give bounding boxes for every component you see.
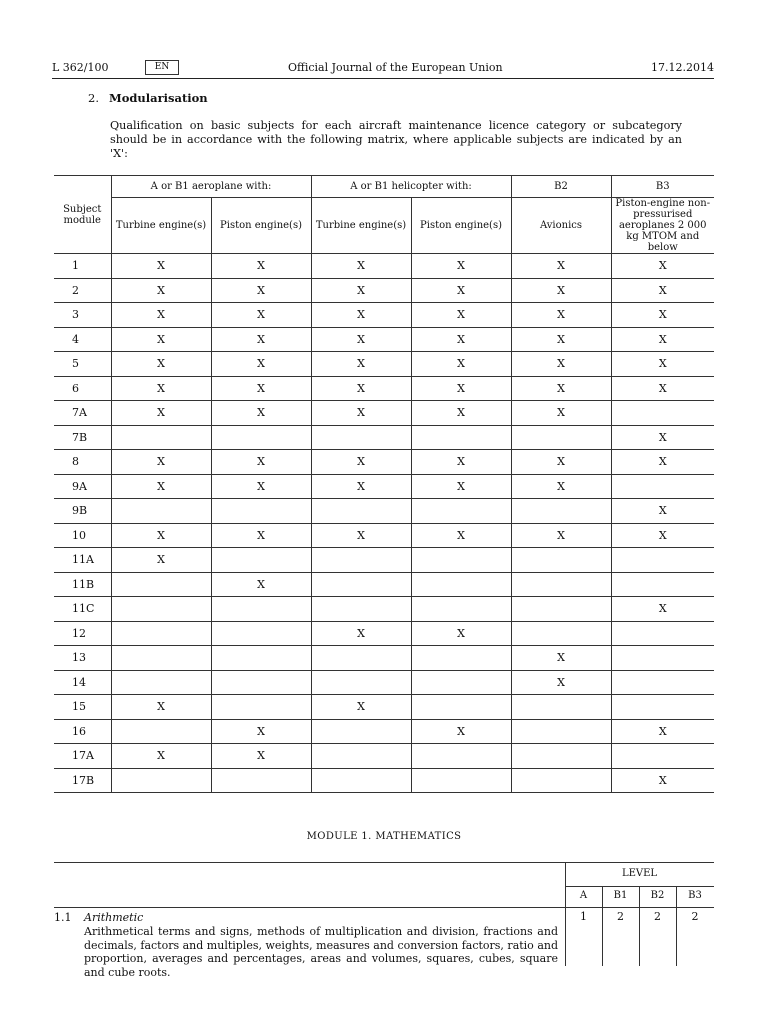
applicability-cell	[611, 572, 714, 597]
level-value: 1	[580, 910, 587, 923]
subject-module-cell: 6	[54, 376, 111, 401]
group-header: B2	[511, 176, 611, 198]
item-title: Arithmetic	[84, 911, 144, 924]
applicability-cell	[511, 768, 611, 793]
applicability-cell: X	[211, 523, 311, 548]
applicability-cell: X	[511, 474, 611, 499]
applicability-cell	[611, 646, 714, 671]
applicability-cell	[211, 597, 311, 622]
sub-header: Piston engine(s)	[211, 198, 311, 254]
applicability-cell: X	[211, 474, 311, 499]
table-row	[54, 670, 714, 695]
applicability-cell	[611, 744, 714, 769]
group-header: A or B1 helicopter with:	[311, 176, 511, 198]
applicability-cell	[211, 425, 311, 450]
journal-title: Official Journal of the European Union	[288, 61, 503, 74]
applicability-cell: X	[611, 278, 714, 303]
applicability-cell: X	[511, 401, 611, 426]
applicability-cell: X	[111, 450, 211, 475]
level-column-header: A	[579, 890, 588, 901]
applicability-cell	[211, 670, 311, 695]
applicability-cell: X	[411, 303, 511, 328]
applicability-cell	[411, 670, 511, 695]
table-row	[54, 499, 714, 524]
applicability-cell: X	[211, 572, 311, 597]
table-row	[54, 621, 714, 646]
applicability-cell	[411, 572, 511, 597]
subject-module-cell: 9A	[54, 474, 111, 499]
applicability-cell: X	[211, 352, 311, 377]
subject-module-cell: 1	[54, 254, 111, 279]
level-column-header: B3	[688, 890, 702, 901]
applicability-cell: X	[611, 523, 714, 548]
language-badge: EN	[145, 60, 179, 75]
applicability-cell: X	[411, 376, 511, 401]
publication-date: 17.12.2014	[651, 61, 714, 74]
table-row	[54, 474, 714, 499]
applicability-cell	[511, 744, 611, 769]
applicability-cell: X	[311, 474, 411, 499]
table-row	[54, 572, 714, 597]
applicability-cell: X	[111, 376, 211, 401]
applicability-cell	[111, 597, 211, 622]
applicability-cell	[111, 499, 211, 524]
subject-module-cell: 2	[54, 278, 111, 303]
applicability-cell: X	[611, 499, 714, 524]
applicability-cell: X	[311, 254, 411, 279]
applicability-cell	[311, 572, 411, 597]
applicability-cell: X	[611, 768, 714, 793]
applicability-cell: X	[511, 254, 611, 279]
sub-header: Piston engine(s)	[411, 198, 511, 254]
applicability-cell	[511, 425, 611, 450]
applicability-cell: X	[511, 450, 611, 475]
subject-module-cell: 17B	[54, 768, 111, 793]
applicability-cell: X	[611, 352, 714, 377]
subject-module-cell: 15	[54, 695, 111, 720]
applicability-cell: X	[211, 450, 311, 475]
applicability-cell: X	[111, 474, 211, 499]
applicability-cell: X	[211, 327, 311, 352]
applicability-cell	[311, 499, 411, 524]
applicability-cell	[511, 621, 611, 646]
applicability-cell: X	[111, 523, 211, 548]
applicability-cell	[311, 744, 411, 769]
group-header: B3	[611, 176, 714, 198]
subject-module-cell: 7A	[54, 401, 111, 426]
applicability-cell: X	[411, 352, 511, 377]
section-title: Modularisation	[108, 91, 208, 105]
applicability-cell	[111, 572, 211, 597]
applicability-cell: X	[511, 352, 611, 377]
item-number: 1.1	[54, 911, 72, 924]
item-body: Arithmetical terms and signs, methods of multiplication and division, fractions and decimals, factors and multiples, weights, measures and conversion factors, ratio and proportion, averages and percentages, areas and volumes, squares, cubes, square and cube roots.	[84, 925, 558, 979]
subject-module-cell: 17A	[54, 744, 111, 769]
applicability-cell: X	[111, 303, 211, 328]
applicability-cell	[311, 670, 411, 695]
page-reference: L 362/100	[52, 61, 109, 74]
table-row	[54, 254, 714, 279]
subject-module-cell: 10	[54, 523, 111, 548]
applicability-cell	[111, 621, 211, 646]
table-row	[54, 646, 714, 671]
sub-header: Avionics	[511, 198, 611, 254]
table-row	[54, 278, 714, 303]
applicability-cell	[211, 499, 311, 524]
applicability-cell: X	[111, 254, 211, 279]
level-value: 2	[617, 910, 624, 923]
applicability-cell: X	[511, 670, 611, 695]
subject-module-cell: 14	[54, 670, 111, 695]
applicability-cell: X	[611, 450, 714, 475]
applicability-cell: X	[311, 327, 411, 352]
applicability-cell: X	[311, 523, 411, 548]
applicability-cell	[611, 548, 714, 573]
applicability-cell: X	[211, 719, 311, 744]
applicability-cell	[211, 695, 311, 720]
applicability-cell: X	[211, 744, 311, 769]
table-row	[54, 548, 714, 573]
subject-module-cell: 11B	[54, 572, 111, 597]
subject-module-cell: 7B	[54, 425, 111, 450]
applicability-cell: X	[411, 327, 511, 352]
applicability-cell: X	[611, 327, 714, 352]
applicability-cell: X	[211, 278, 311, 303]
applicability-cell: X	[311, 376, 411, 401]
applicability-cell	[311, 548, 411, 573]
applicability-cell: X	[611, 597, 714, 622]
applicability-cell: X	[211, 376, 311, 401]
applicability-cell: X	[111, 744, 211, 769]
applicability-cell: X	[111, 327, 211, 352]
section-heading	[88, 91, 208, 105]
table-row	[54, 303, 714, 328]
applicability-cell: X	[311, 352, 411, 377]
applicability-cell: X	[111, 352, 211, 377]
applicability-cell	[511, 719, 611, 744]
subject-module-cell: 13	[54, 646, 111, 671]
applicability-cell: X	[411, 523, 511, 548]
applicability-cell	[411, 768, 511, 793]
subject-module-cell: 12	[54, 621, 111, 646]
applicability-cell: X	[111, 278, 211, 303]
section-number: 2.	[88, 91, 99, 105]
applicability-cell: X	[511, 646, 611, 671]
level-value: 2	[654, 910, 661, 923]
applicability-cell: X	[211, 303, 311, 328]
applicability-cell: X	[411, 621, 511, 646]
applicability-cell: X	[311, 695, 411, 720]
applicability-cell: X	[411, 278, 511, 303]
sub-header: Turbine engine(s)	[311, 198, 411, 254]
applicability-cell: X	[311, 303, 411, 328]
applicability-cell: X	[511, 278, 611, 303]
applicability-cell: X	[211, 254, 311, 279]
level-column-header: B2	[650, 890, 665, 901]
applicability-cell	[511, 548, 611, 573]
applicability-cell	[611, 695, 714, 720]
table-rule	[565, 886, 714, 887]
applicability-cell	[511, 499, 611, 524]
section-intro: Qualification on basic subjects for each aircraft maintenance licence category or subcategory should be in accordance with the following matrix, where applicable subjects are indicated by an 'X':	[110, 119, 682, 160]
applicability-cell: X	[411, 401, 511, 426]
table-row	[54, 327, 714, 352]
header-divider	[52, 78, 714, 79]
applicability-cell	[411, 744, 511, 769]
table-row	[54, 401, 714, 426]
applicability-cell: X	[611, 719, 714, 744]
matrix-sub-header-row	[54, 198, 714, 254]
subject-module-header: Subject module	[54, 176, 111, 254]
applicability-cell	[211, 646, 311, 671]
applicability-cell	[311, 646, 411, 671]
table-row	[54, 425, 714, 450]
applicability-cell: X	[511, 303, 611, 328]
table-rule	[54, 907, 714, 908]
applicability-cell	[611, 621, 714, 646]
sub-header: Turbine engine(s)	[111, 198, 211, 254]
applicability-cell	[211, 548, 311, 573]
applicability-cell: X	[111, 401, 211, 426]
subject-module-cell: 16	[54, 719, 111, 744]
matrix-group-header-row	[54, 176, 714, 198]
applicability-cell: X	[311, 401, 411, 426]
applicability-cell	[111, 719, 211, 744]
table-row	[54, 352, 714, 377]
subject-module-cell: 4	[54, 327, 111, 352]
modularisation-matrix	[54, 175, 714, 793]
applicability-cell	[211, 768, 311, 793]
applicability-cell: X	[111, 695, 211, 720]
subject-module-cell: 11A	[54, 548, 111, 573]
applicability-cell	[511, 572, 611, 597]
applicability-cell: X	[311, 621, 411, 646]
applicability-cell: X	[611, 425, 714, 450]
applicability-cell: X	[511, 327, 611, 352]
table-row	[54, 450, 714, 475]
applicability-cell	[511, 597, 611, 622]
level-header: LEVEL	[621, 868, 658, 879]
subject-module-cell: 5	[54, 352, 111, 377]
applicability-cell: X	[611, 254, 714, 279]
table-row	[54, 695, 714, 720]
applicability-cell: X	[411, 450, 511, 475]
subject-module-cell: 8	[54, 450, 111, 475]
applicability-cell	[311, 597, 411, 622]
applicability-cell	[411, 425, 511, 450]
applicability-cell: X	[511, 376, 611, 401]
applicability-cell	[611, 401, 714, 426]
applicability-cell	[411, 597, 511, 622]
applicability-cell	[611, 670, 714, 695]
applicability-cell	[311, 768, 411, 793]
applicability-cell	[111, 768, 211, 793]
applicability-cell: X	[411, 254, 511, 279]
applicability-cell	[111, 670, 211, 695]
level-value: 2	[691, 910, 699, 923]
applicability-cell: X	[411, 474, 511, 499]
page-header	[52, 59, 714, 77]
applicability-cell: X	[611, 303, 714, 328]
applicability-cell: X	[111, 548, 211, 573]
module-title: MODULE 1. MATHEMATICS	[306, 831, 462, 842]
subject-module-cell: 3	[54, 303, 111, 328]
applicability-cell: X	[211, 401, 311, 426]
applicability-cell	[311, 719, 411, 744]
sub-header: Piston-engine non-pressurised aeroplanes 2 000 kg MTOM and below	[611, 198, 714, 254]
table-row	[54, 744, 714, 769]
applicability-cell	[211, 621, 311, 646]
applicability-cell: X	[511, 523, 611, 548]
applicability-cell	[111, 646, 211, 671]
subject-module-cell: 9B	[54, 499, 111, 524]
applicability-cell: X	[311, 450, 411, 475]
applicability-cell	[411, 695, 511, 720]
table-row	[54, 523, 714, 548]
level-column-header: B1	[613, 890, 628, 901]
table-rule	[54, 862, 714, 863]
applicability-cell	[411, 548, 511, 573]
applicability-cell	[111, 425, 211, 450]
applicability-cell	[311, 425, 411, 450]
applicability-cell	[611, 474, 714, 499]
group-header: A or B1 aeroplane with:	[111, 176, 311, 198]
table-row	[54, 376, 714, 401]
applicability-cell	[411, 499, 511, 524]
applicability-cell: X	[411, 719, 511, 744]
applicability-cell: X	[311, 278, 411, 303]
table-row	[54, 719, 714, 744]
applicability-cell: X	[611, 376, 714, 401]
table-row	[54, 597, 714, 622]
table-row	[54, 768, 714, 793]
applicability-cell	[411, 646, 511, 671]
subject-module-cell: 11C	[54, 597, 111, 622]
applicability-cell	[511, 695, 611, 720]
